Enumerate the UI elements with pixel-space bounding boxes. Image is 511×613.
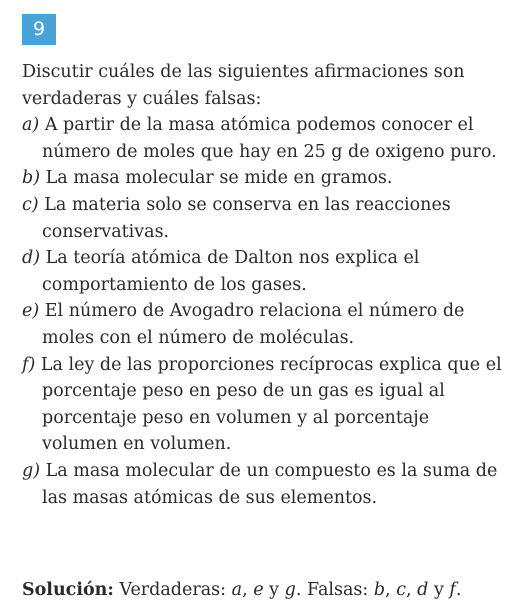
- false-letter-b: b: [373, 580, 386, 600]
- item-letter: c): [22, 194, 39, 215]
- true-letter-g: g: [284, 580, 296, 600]
- exercise-content: [22, 59, 502, 511]
- true-label: Verdaderas:: [119, 580, 227, 600]
- solution-label: Solución:: [22, 580, 114, 600]
- item-letter: a): [22, 115, 40, 136]
- item-letter: e): [22, 301, 40, 322]
- item-text: La ley de las proporciones recíprocas explica que el porcentaje peso en peso de un gas es igual al porcentaje peso en volumen y al porcentaje volumen en volumen.: [40, 354, 502, 455]
- item-text: El número de Avogadro relaciona el número de moles con el número de moléculas.: [42, 301, 465, 348]
- true-letter-e: e: [253, 580, 264, 600]
- item-text: La materia solo se conserva en las reacciones conservativas.: [42, 194, 451, 242]
- statement-item-d: [22, 245, 502, 298]
- true-letter-a: a: [231, 580, 243, 600]
- statement-list: [22, 112, 502, 511]
- conjunction: y: [433, 580, 444, 600]
- item-text: La masa molecular se mide en gramos.: [45, 168, 393, 189]
- false-letter-d: d: [417, 580, 429, 600]
- item-letter: f): [22, 354, 36, 375]
- statement-item-f: [22, 352, 502, 458]
- period: .: [295, 580, 302, 600]
- item-letter: g): [22, 460, 41, 481]
- statement-item-c: [22, 192, 502, 245]
- item-text: La teoría atómica de Dalton nos explica el comportamiento de los gases.: [42, 248, 420, 295]
- separator: ,: [385, 580, 391, 600]
- item-text: La masa molecular de un compuesto es la suma de las masas atómicas de sus elementos.: [42, 460, 498, 508]
- item-letter: b): [22, 168, 41, 189]
- separator: ,: [406, 580, 412, 600]
- item-letter: d): [22, 248, 41, 269]
- exercise-number-badge: 9: [22, 14, 56, 45]
- false-letter-c: c: [396, 580, 407, 600]
- item-text: A partir de la masa atómica podemos conocer el número de moles que hay en 25 g de oxigeno puro.: [42, 115, 497, 162]
- false-label: Falsas:: [306, 580, 369, 600]
- statement-item-e: [22, 298, 502, 351]
- solution-line: [22, 577, 502, 603]
- statement-item-g: [22, 458, 502, 511]
- separator: ,: [242, 580, 248, 600]
- period: .: [455, 580, 462, 600]
- exercise-statement: Discutir cuáles de las siguientes afirmaciones son verdaderas y cuáles falsas:: [22, 62, 465, 109]
- false-letter-f: f: [449, 580, 456, 600]
- statement-item-b: [22, 165, 502, 192]
- conjunction: y: [269, 580, 280, 600]
- statement-item-a: [22, 112, 502, 165]
